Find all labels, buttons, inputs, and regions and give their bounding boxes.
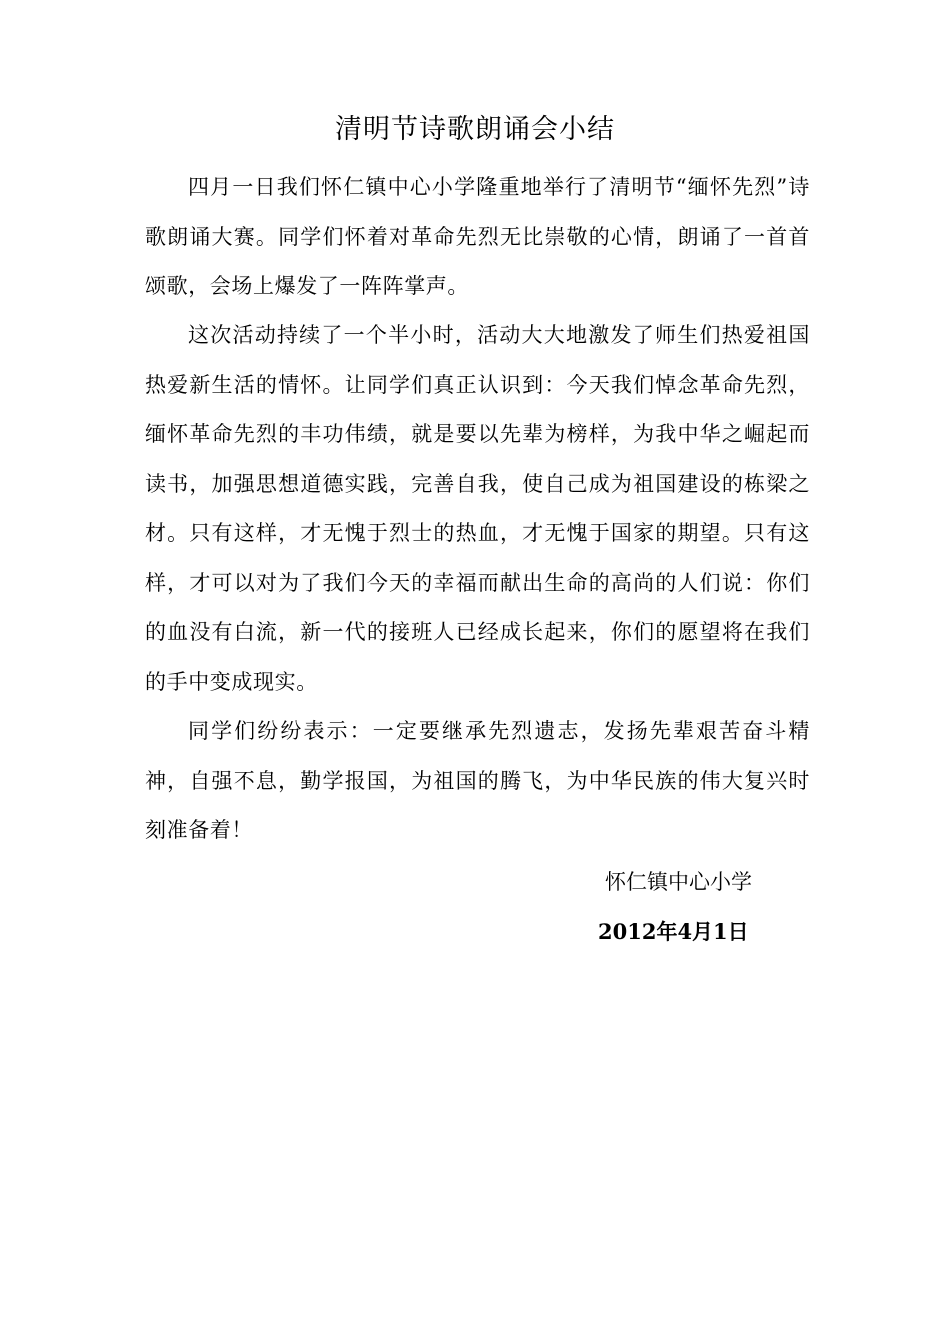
document-title: 清明节诗歌朗诵会小结	[335, 114, 615, 145]
signature-school: 怀仁镇中心小学	[605, 870, 752, 894]
paragraph-pledge: 同学们纷纷表示：一定要继承先烈遗志，发扬先辈艰苦奋斗精神，自强不息，勤学报国，为祖国的腾飞，为中华民族的伟大复兴时刻准备着！	[145, 719, 810, 842]
paragraph-reflection: 这次活动持续了一个半小时，活动大大地激发了师生们热爱祖国热爱新生活的情怀。让同学们真正认识到：今天我们悼念革命先烈，缅怀革命先烈的丰功伟绩，就是要以先辈为榜样，为我中华之崛起而读书，加强思想道德实践，完善自我，使自己成为祖国建设的栋梁之材。只有这样，才无愧于烈士的热血，才无愧于国家的期望。只有这样，才可以对为了我们今天的幸福而献出生命的高尚的人们说：你们的血没有白流，新一代的接班人已经成长起来，你们的愿望将在我们的手中变成现实。	[145, 323, 810, 694]
signature-date: 2012年4月1日	[598, 919, 749, 944]
paragraph-opening: 四月一日我们怀仁镇中心小学隆重地举行了清明节“缅怀先烈”诗歌朗诵大赛。同学们怀着对革命先烈无比崇敬的心情，朗诵了一首首颂歌，会场上爆发了一阵阵掌声。	[145, 175, 810, 298]
